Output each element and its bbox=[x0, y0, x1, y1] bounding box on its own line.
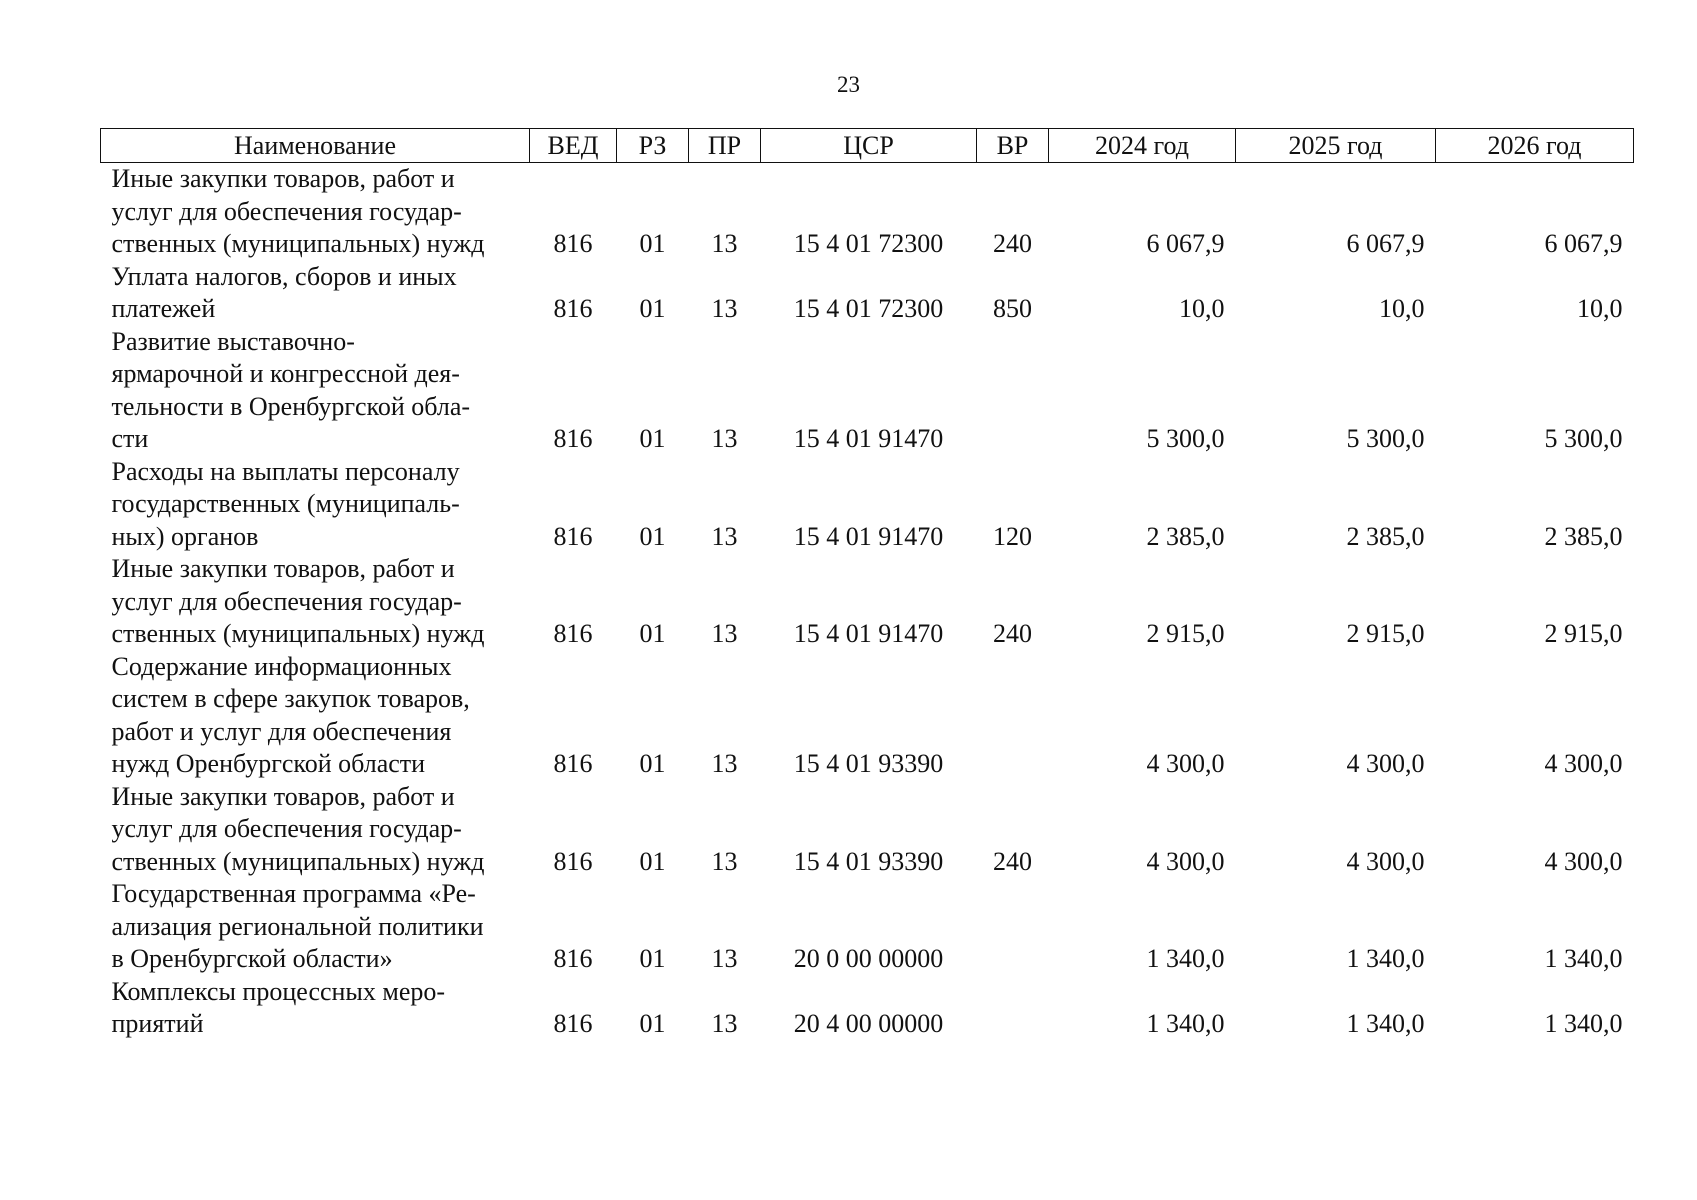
cell-rz: 01 bbox=[639, 1009, 666, 1038]
cell-name: Иные закупки товаров, работ и услуг для обеспечения государ- ственных (муниципальных) нужд bbox=[111, 554, 485, 648]
cell-csr: 20 0 00 00000 bbox=[793, 944, 944, 973]
cell-pr: 13 bbox=[711, 1009, 738, 1038]
cell-name: Расходы на выплаты персоналу государственных (муниципаль- ных) органов bbox=[111, 456, 460, 551]
header-rz: РЗ bbox=[617, 129, 689, 163]
cell-csr: 15 4 01 91470 bbox=[793, 521, 944, 551]
table-row bbox=[101, 781, 1634, 879]
cell-2025: 5 300,0 bbox=[1346, 424, 1425, 453]
cell-ved: 816 bbox=[553, 521, 593, 551]
cell-rz: 01 bbox=[639, 521, 666, 551]
cell-ved: 816 bbox=[553, 944, 593, 973]
header-ved: ВЕД bbox=[530, 129, 617, 163]
cell-rz: 01 bbox=[639, 619, 666, 648]
page-number: 23 bbox=[837, 72, 860, 97]
cell-pr: 13 bbox=[711, 521, 738, 551]
cell-2026: 1 340,0 bbox=[1544, 944, 1623, 973]
table-body bbox=[101, 163, 1634, 1041]
cell-pr: 13 bbox=[711, 846, 738, 876]
cell-2024: 5 300,0 bbox=[1146, 424, 1225, 453]
cell-ved: 816 bbox=[553, 1009, 593, 1038]
cell-pr: 13 bbox=[711, 944, 738, 973]
cell-2026: 2 385,0 bbox=[1544, 521, 1623, 551]
cell-pr: 13 bbox=[711, 294, 738, 323]
cell-pr: 13 bbox=[711, 424, 738, 453]
cell-csr: 15 4 01 91470 bbox=[793, 619, 944, 648]
header-row bbox=[101, 129, 1634, 163]
cell-csr: 15 4 01 91470 bbox=[793, 424, 944, 453]
cell-rz: 01 bbox=[639, 294, 666, 323]
cell-csr: 15 4 01 72300 bbox=[793, 294, 944, 323]
cell-csr: 15 4 01 72300 bbox=[793, 229, 944, 258]
cell-rz: 01 bbox=[639, 424, 666, 453]
cell-2026: 2 915,0 bbox=[1544, 619, 1623, 648]
cell-ved: 816 bbox=[553, 229, 593, 258]
cell-vr: 850 bbox=[993, 294, 1032, 323]
cell-vr bbox=[977, 651, 1049, 781]
table-row bbox=[101, 456, 1634, 554]
cell-2025: 1 340,0 bbox=[1346, 944, 1425, 973]
table-row bbox=[101, 163, 1634, 261]
budget-table bbox=[100, 128, 1634, 1041]
cell-2026: 6 067,9 bbox=[1544, 229, 1623, 258]
cell-2026: 1 340,0 bbox=[1544, 1009, 1623, 1038]
cell-name: Иные закупки товаров, работ и услуг для обеспечения государ- ственных (муниципальных) нужд bbox=[111, 164, 485, 258]
table-header bbox=[101, 129, 1634, 163]
header-name: Наименование bbox=[101, 129, 530, 163]
cell-2025: 2 385,0 bbox=[1346, 521, 1425, 551]
table-row bbox=[101, 976, 1634, 1041]
cell-name: Развитие выставочно- ярмарочной и конгрессной дея- тельности в Оренбургской обла- сти bbox=[111, 326, 471, 453]
cell-name: Уплата налогов, сборов и иных платежей bbox=[111, 261, 457, 323]
cell-2025: 4 300,0 bbox=[1346, 846, 1425, 876]
cell-2025: 6 067,9 bbox=[1346, 229, 1425, 258]
cell-ved: 816 bbox=[553, 294, 593, 323]
cell-2024: 4 300,0 bbox=[1146, 846, 1225, 876]
table-row bbox=[101, 326, 1634, 456]
header-2024: 2024 год bbox=[1049, 129, 1236, 163]
header-csr: ЦСР bbox=[761, 129, 977, 163]
cell-csr: 20 4 00 00000 bbox=[793, 1009, 944, 1038]
cell-ved: 816 bbox=[553, 619, 593, 648]
cell-name: Государственная программа «Ре- ализация региональной политики в Оренбургской области» bbox=[111, 879, 484, 973]
header-pr: ПР bbox=[689, 129, 761, 163]
cell-ved: 816 bbox=[553, 749, 593, 778]
cell-vr: 240 bbox=[993, 619, 1032, 648]
cell-2024: 4 300,0 bbox=[1146, 749, 1225, 778]
cell-vr: 240 bbox=[993, 846, 1032, 876]
cell-2026: 4 300,0 bbox=[1544, 846, 1623, 876]
cell-2026: 10,0 bbox=[1577, 294, 1623, 323]
cell-rz: 01 bbox=[639, 749, 666, 778]
table-row bbox=[101, 553, 1634, 651]
cell-vr: 120 bbox=[993, 521, 1032, 551]
cell-csr: 15 4 01 93390 bbox=[793, 749, 944, 778]
cell-pr: 13 bbox=[711, 229, 738, 258]
cell-2026: 5 300,0 bbox=[1544, 424, 1623, 453]
table-row bbox=[101, 261, 1634, 326]
header-2026: 2026 год bbox=[1436, 129, 1634, 163]
cell-2025: 2 915,0 bbox=[1346, 619, 1425, 648]
cell-2024: 10,0 bbox=[1179, 294, 1225, 323]
cell-name: Комплексы процессных меро- приятий bbox=[111, 976, 446, 1038]
cell-2024: 2 915,0 bbox=[1146, 619, 1225, 648]
cell-rz: 01 bbox=[639, 229, 666, 258]
cell-vr bbox=[977, 878, 1049, 976]
cell-rz: 01 bbox=[639, 846, 666, 876]
cell-name: Иные закупки товаров, работ и услуг для обеспечения государ- ственных (муниципальных) нужд bbox=[111, 781, 485, 876]
cell-pr: 13 bbox=[711, 619, 738, 648]
cell-2024: 1 340,0 bbox=[1146, 944, 1225, 973]
cell-2025: 10,0 bbox=[1379, 294, 1425, 323]
cell-vr bbox=[977, 976, 1049, 1041]
cell-2024: 2 385,0 bbox=[1146, 521, 1225, 551]
cell-rz: 01 bbox=[639, 944, 666, 973]
cell-pr: 13 bbox=[711, 749, 738, 778]
cell-2024: 6 067,9 bbox=[1146, 229, 1225, 258]
cell-vr: 240 bbox=[993, 229, 1032, 258]
cell-vr bbox=[977, 326, 1049, 456]
cell-ved: 816 bbox=[553, 846, 593, 876]
cell-2025: 4 300,0 bbox=[1346, 749, 1425, 778]
header-vr: ВР bbox=[977, 129, 1049, 163]
cell-2024: 1 340,0 bbox=[1146, 1009, 1225, 1038]
cell-ved: 816 bbox=[553, 424, 593, 453]
cell-2025: 1 340,0 bbox=[1346, 1009, 1425, 1038]
table-row bbox=[101, 878, 1634, 976]
cell-csr: 15 4 01 93390 bbox=[793, 846, 944, 876]
header-2025: 2025 год bbox=[1236, 129, 1436, 163]
cell-2026: 4 300,0 bbox=[1544, 749, 1623, 778]
table-row bbox=[101, 651, 1634, 781]
cell-name: Содержание информационных систем в сфере закупок товаров, работ и услуг для обеспечения нужд Оренбургской области bbox=[111, 651, 470, 778]
